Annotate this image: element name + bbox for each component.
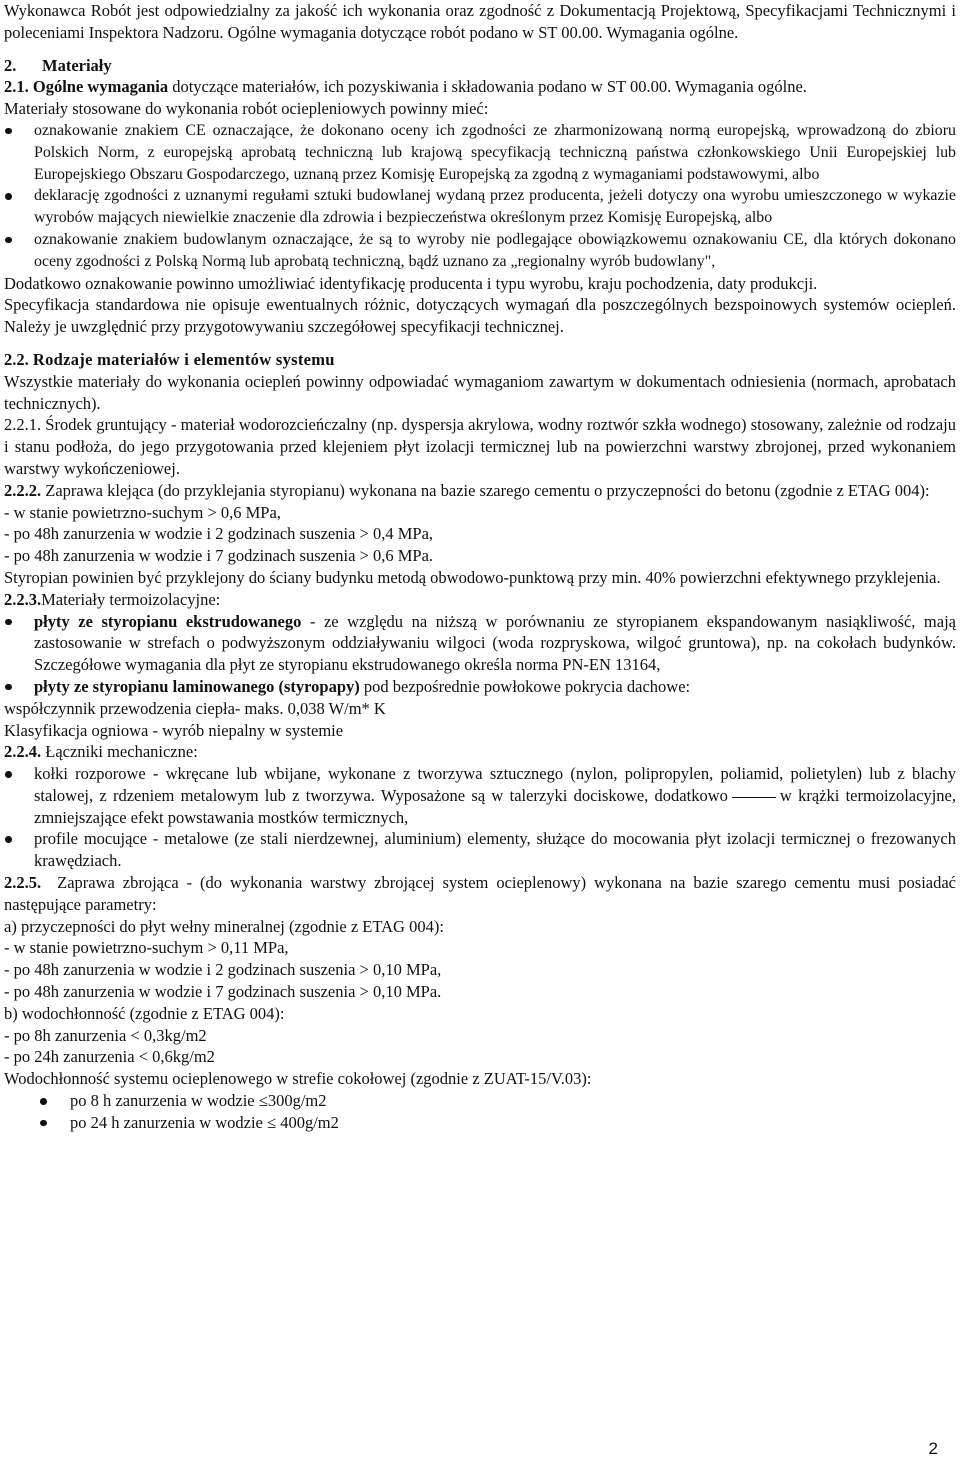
- mortar-line: - po 48h zanurzenia w wodzie i 7 godzinach suszenia > 0,10 MPa.: [4, 982, 442, 1002]
- item-text: pod bezpośrednie powłokowe pokrycia dachowe:: [363, 676, 691, 696]
- list-item: [4, 676, 956, 698]
- requirements-list: [4, 120, 956, 273]
- list-item: oznakowanie znakiem CE oznaczające, że dokonano oceny ich zgodności ze zharmonizowaną normą europejską, wprowadzoną do zbioru Polskich Norm, z europejską aprobatą techniczną lub krajową specyfikacją techniczną państwa członkowskiego Unii Europejskiej lub Europejskiego Obszaru Gospodarczego, uznaną przez Komisję Europejską za zgodną z wymaganiami podstawowymi, albo: [4, 120, 956, 185]
- adhesive-line: - w stanie powietrzno-suchym > 0,6 MPa,: [4, 502, 281, 522]
- section-number: 2.2.5.: [4, 873, 42, 893]
- insulation-list: [4, 611, 956, 698]
- list-item: profile mocujące - metalowe (ze stali nierdzewnej, aluminium) elementy, służące do mocowania płyt izolacji termicznej o frezowanych krawędziach.: [4, 828, 956, 872]
- adhesive-line: - po 48h zanurzenia w wodzie i 2 godzinach suszenia > 0,4 MPa,: [4, 524, 434, 544]
- adhesive-line: - po 48h zanurzenia w wodzie i 7 godzinach suszenia > 0,6 MPa.: [4, 546, 434, 566]
- marking-paragraph: Dodatkowo oznakowanie powinno umożliwiać identyfikację producenta i typu wyrobu, kraju pochodzenia, daty produkcji.: [4, 273, 818, 293]
- intro-paragraph: Wykonawca Robót jest odpowiedzialny za jakość ich wykonania oraz zgodność z Dokumentacją Projektową, Specyfikacjami Technicznymi i poleceniami Inspektora Nadzoru. Ogólne wymagania dotyczące robót podano w ST 00.00. Wymagania ogólne.: [4, 1, 956, 42]
- spacer: [4, 44, 956, 55]
- materials-lead: Materiały stosowane do wykonania robót ociepleniowych powinny mieć:: [4, 99, 489, 119]
- list-item: oznakowanie znakiem budowlanym oznaczające, że są to wyroby nie podlegające obowiązkowemu oznakowaniu CE, dla których dokonano oceny zgodności z Polską Normą lub aprobatą techniczną, bądź uznano za „regionalny wyrób budowlany",: [4, 229, 956, 273]
- list-item: [4, 763, 956, 828]
- section-2-2-5: [4, 872, 956, 916]
- absorption-list: [4, 1090, 956, 1134]
- fire-class-line: Klasyfikacja ogniowa - wyrób niepalny w systemie: [4, 720, 344, 740]
- list-item: po 24 h zanurzenia w wodzie ≤ 400g/m2: [4, 1112, 956, 1134]
- conductivity-line: współczynnik przewodzenia ciepła- maks. 0,038 W/m* K: [4, 698, 386, 718]
- mortar-line: Wodochłonność systemu ocieplenowego w strefie cokołowej (zgodnie z ZUAT-15/V.03):: [4, 1069, 592, 1089]
- section-number: 2.2.4.: [4, 742, 42, 762]
- section-text: Zaprawa klejąca (do przyklejania styropianu) wykonana na bazie szarego cementu o przyczepności do betonu (zgodnie z ETAG 004):: [45, 480, 930, 500]
- section-number: 2.2.: [4, 349, 29, 369]
- mortar-line: - po 48h zanurzenia w wodzie i 2 godzinach suszenia > 0,10 MPa,: [4, 960, 442, 980]
- section-title: Materiały: [42, 55, 112, 75]
- adhesive-note: Styropian powinien być przyklejony do ściany budynku metodą obwodowo-punktową przy min. 40% powierzchni efektywnego przyklejenia.: [4, 567, 941, 587]
- section-2-2-1: 2.2.1. Środek gruntujący - materiał wodorozcieńczalny (np. dyspersja akrylowa, wodny roztwór szkła wodnego) stosowany, zależnie od rodzaju i stanu podłoża, do jego przygotowania przed klejeniem płyt izolacji termicznej lub na powierzchni warstwy zbrojonej, przed wykonaniem warstwy wykończeniowej.: [4, 415, 956, 478]
- item-text: w krążki termoizolacyjne, zmniejszające efekt powstawania mostków termicznych,: [34, 785, 956, 827]
- section-number: 2.1.: [4, 77, 29, 97]
- section-title: Rodzaje materiałów i elementów systemu: [32, 349, 335, 369]
- item-text: kołki rozporowe - wkręcane lub wbijane, wykonane z tworzywa sztucznego (nylon, polipropylen, poliamid, polietylen) lub z blachy stalowej, z rdzeniem metalowym lub z tworzywa. Wyposażone są w talerzyki dociskowe, dodatkowo: [34, 764, 956, 805]
- section-2-2-2: [4, 480, 956, 502]
- item-bold: płyty ze styropianu ekstrudowanego: [34, 611, 302, 631]
- section-text: Zaprawa zbrojąca - (do wykonania warstwy zbrojącej system ocieplenowy) wykonana na bazie szarego cementu musi posiadać następujące parametry:: [4, 873, 956, 914]
- section-2-1: [4, 76, 956, 98]
- page-number: 2: [928, 1439, 938, 1458]
- long-dash: [732, 797, 776, 798]
- section-text: dotyczące materiałów, ich pozyskiwania i składowania podano w ST 00.00. Wymagania ogólne.: [172, 77, 807, 97]
- section-number: 2.: [4, 55, 17, 75]
- list-item: deklarację zgodności z uznanymi regułami sztuki budowlanej wydaną przez producenta, jeżeli dotyczy ona wyrobu umieszczonego w wykazie wyrobów mających niewielkie znaczenie dla zdrowia i bezpieczeństwa określonym przez Komisję Europejską, albo: [4, 185, 956, 229]
- item-text: - ze względu na niższą w porównaniu ze styropianem ekspandowanym nasiąkliwość, mają zastosowanie w strefach o podwyższonym oddziaływaniu wilgoci (woda rozpryskowa, wilgoć gruntowa), np. na cokołach budynków. Szczegółowe wymagania dla płyt ze styropianu ekstrudowanego określa norma PN-EN 13164,: [34, 611, 956, 675]
- item-bold: płyty ze styropianu laminowanego (styropapy): [34, 676, 360, 696]
- section-heading-materials: [4, 55, 956, 77]
- list-item: po 8 h zanurzenia w wodzie ≤300g/m2: [4, 1090, 956, 1112]
- spec-paragraph: Specyfikacja standardowa nie opisuje ewentualnych różnic, dotyczących wymagań dla poszczególnych bezspoinowych systemów ociepleń. Należy je uwzględnić przy przygotowywaniu szczegółowej specyfikacji technicznej.: [4, 295, 956, 337]
- section-number: 2.2.2.: [4, 480, 42, 500]
- types-intro: Wszystkie materiały do wykonania ociepleń powinny odpowiadać wymaganiom zawartym w dokumentach odniesienia (normach, aprobatach technicznych).: [4, 371, 956, 413]
- mortar-line: - po 8h zanurzenia < 0,3kg/m2: [4, 1025, 207, 1045]
- mortar-line: a) przyczepności do płyt wełny mineralnej (zgodnie z ETAG 004):: [4, 916, 444, 936]
- list-item: [4, 611, 956, 676]
- mortar-line: - w stanie powietrzno-suchym > 0,11 MPa,: [4, 938, 289, 958]
- fasteners-list: [4, 763, 956, 872]
- mortar-line: - po 24h zanurzenia < 0,6kg/m2: [4, 1047, 215, 1067]
- section-bold-lead: Ogólne wymagania: [32, 77, 169, 97]
- section-2-2-4: [4, 741, 956, 763]
- mortar-line: b) wodochłonność (zgodnie z ETAG 004):: [4, 1003, 285, 1023]
- section-2-2-3: [4, 589, 956, 611]
- section-heading-types: [4, 349, 956, 371]
- spacer: [4, 338, 956, 349]
- section-title: Łączniki mechaniczne:: [45, 742, 198, 762]
- section-number: 2.2.3.: [4, 589, 42, 609]
- section-title: Materiały termoizolacyjne:: [41, 589, 221, 609]
